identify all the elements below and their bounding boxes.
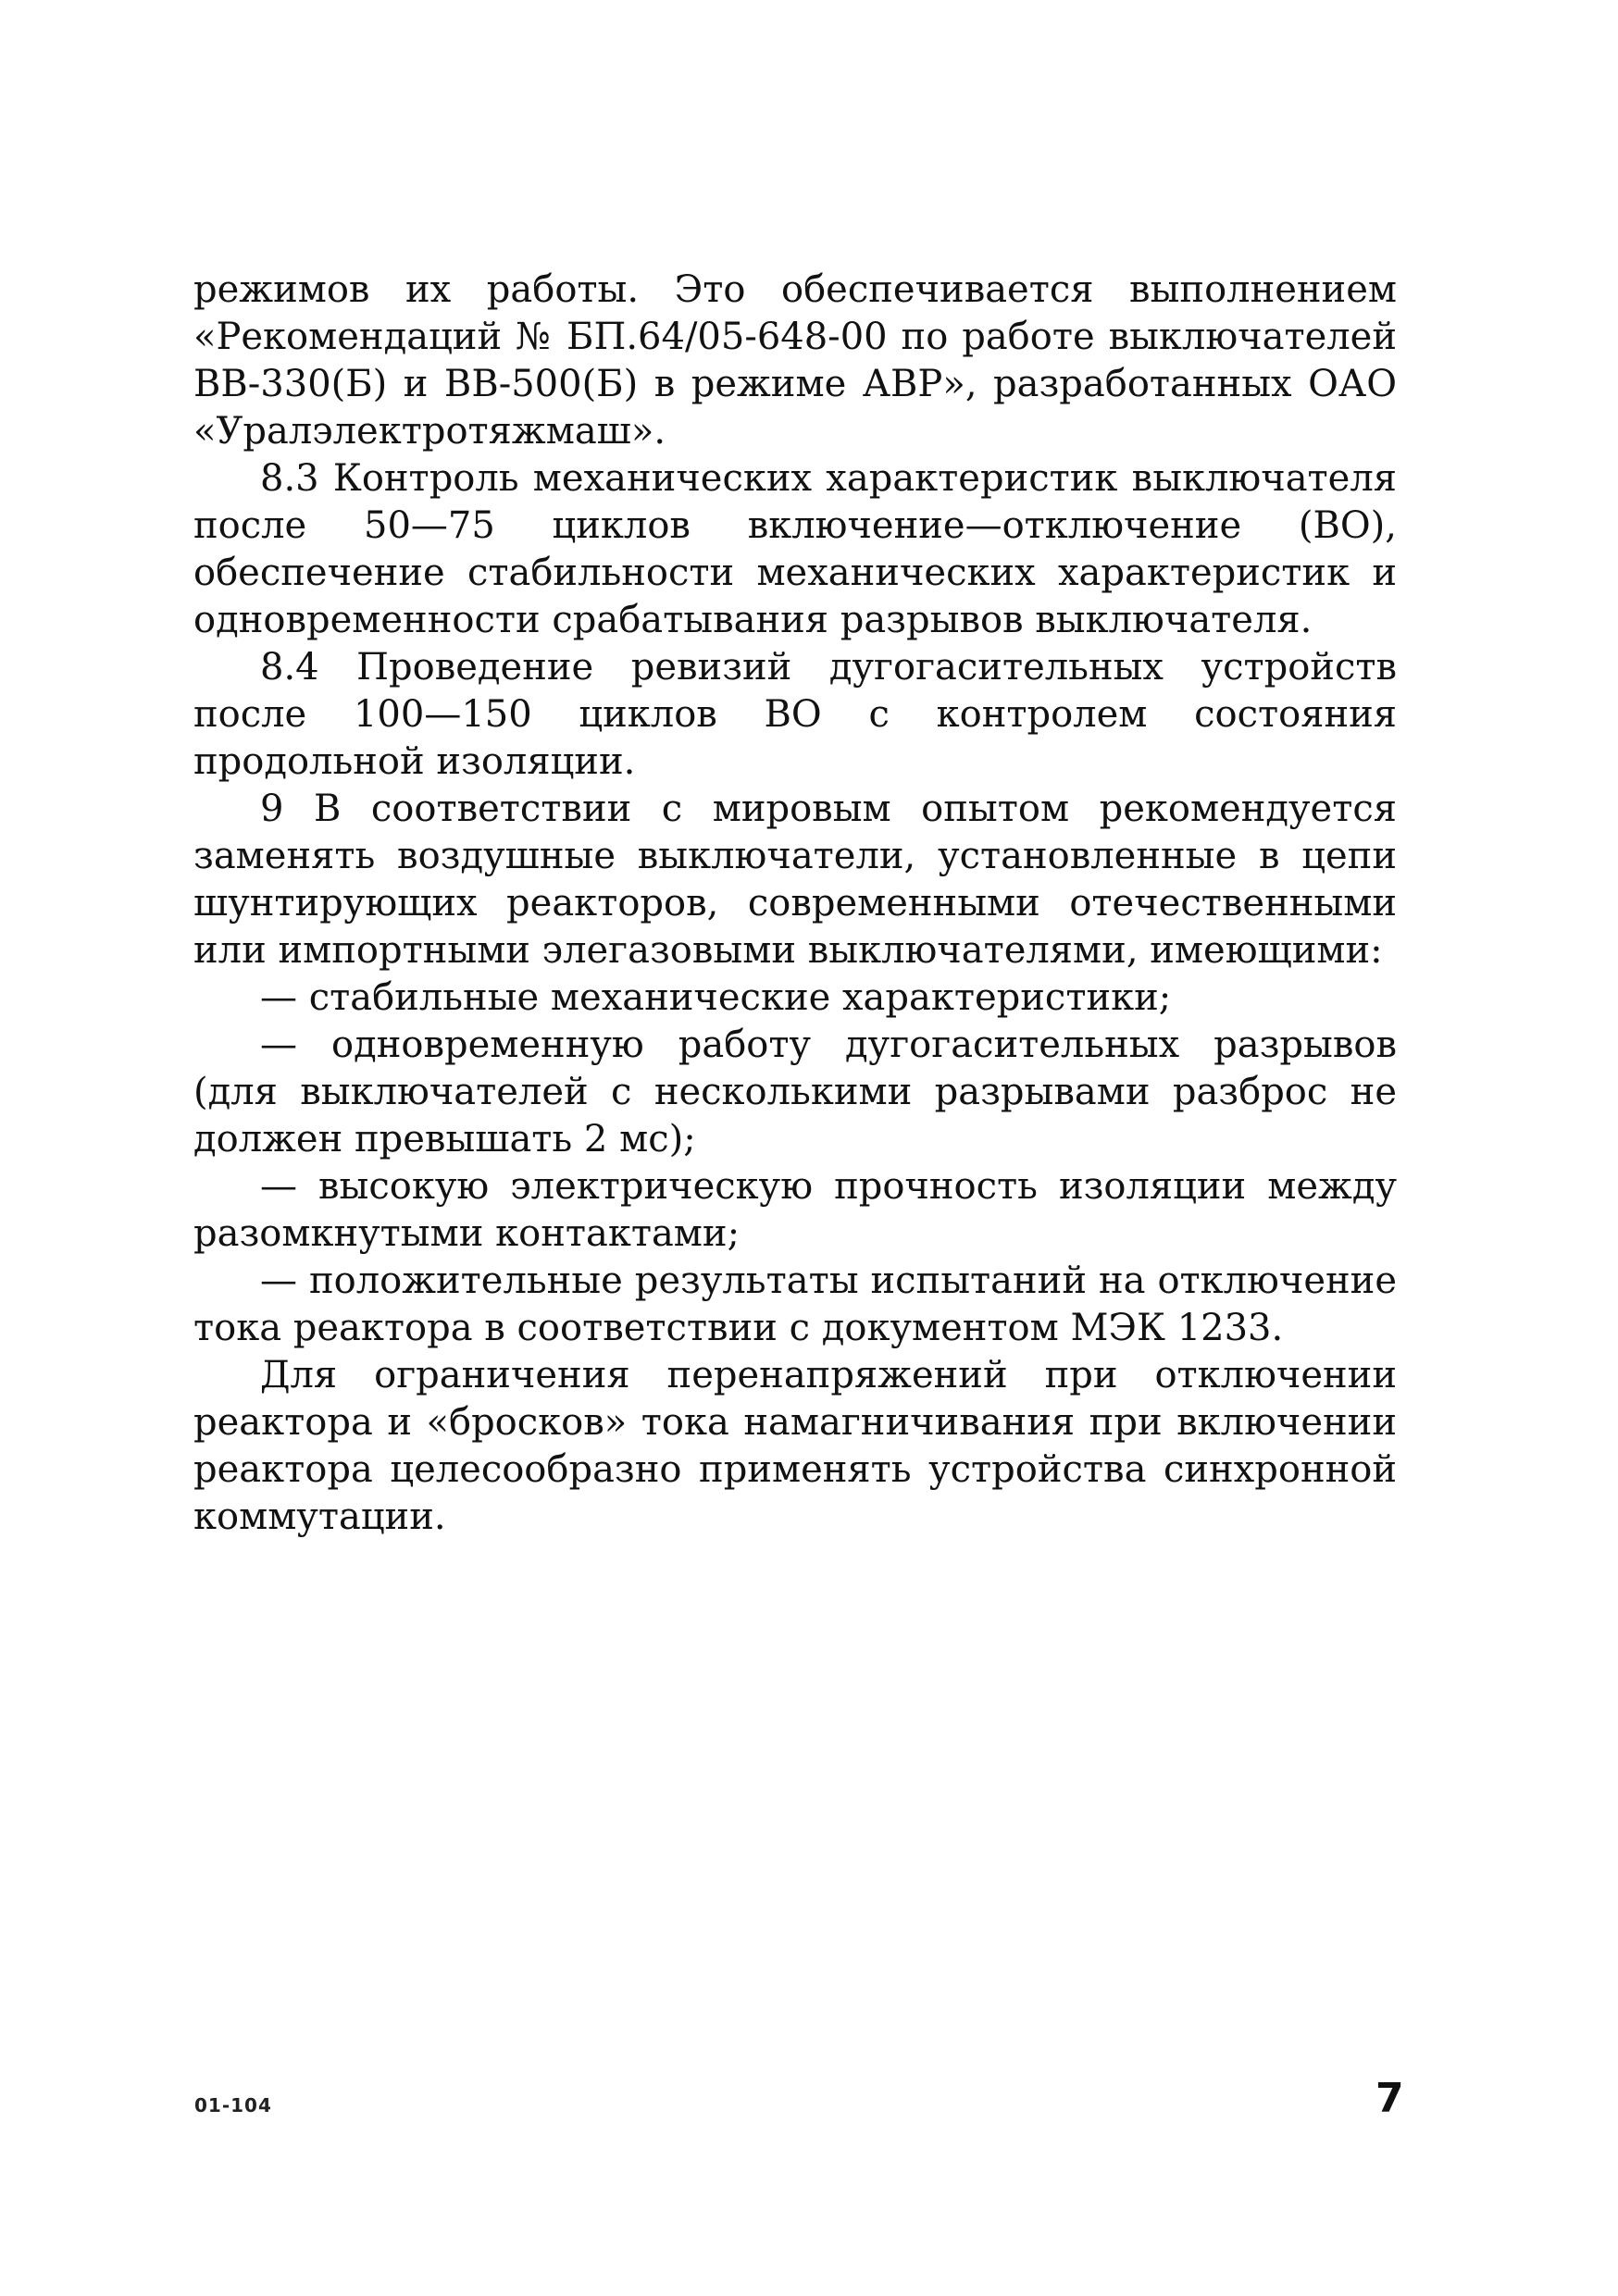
list-item-simultaneous-operation: — одновременную работу дугогасительных разрывов (для выключателей с несколькими разрывами разброс не должен превышать 2 мс);	[193, 1024, 1397, 1160]
paragraph-9: 9 В соответствии с мировым опытом рекомендуется заменять воздушные выключатели, установленные в цепи шунтирующих реакторов, современными отечественными или импортными элегазовыми выключателями, имеющими:	[193, 788, 1397, 972]
paragraph-8-3: 8.3 Контроль механических характеристик выключателя после 50—75 циклов включение—отключение (ВО), обеспечение стабильности механических характеристик и одновременности срабатывания разрывов выключателя.	[193, 457, 1397, 641]
list-item-test-results: — положительные результаты испытаний на отключение тока реактора в соответствии с документом МЭК 1233.	[193, 1260, 1397, 1349]
footer-document-code: 01-104	[194, 2094, 272, 2116]
list-item-insulation-strength: — высокую электрическую прочность изоляции между разомкнутыми контактами;	[193, 1165, 1397, 1255]
body-text	[193, 267, 1397, 1541]
paragraph-8-4: 8.4 Проведение ревизий дугогасительных устройств после 100—150 циклов ВО с контролем состояния продольной изоляции.	[193, 646, 1397, 783]
paragraph-synchronous-switching: Для ограничения перенапряжений при отключении реактора и «бросков» тока намагничивания при включении реактора целесообразно применять устройства синхронной коммутации.	[193, 1354, 1397, 1538]
list-item-stable-characteristics: — стабильные механические характеристики;	[260, 976, 1172, 1019]
page-number: 7	[1375, 2075, 1404, 2122]
paragraph-continuation: режимов их работы. Это обеспечивается выполнением «Рекомендаций № БП.64/05-648-00 по работе выключателей ВВ-330(Б) и ВВ-500(Б) в режиме АВР», разработанных ОАО «Уралэлектротяжмаш».	[193, 268, 1397, 453]
